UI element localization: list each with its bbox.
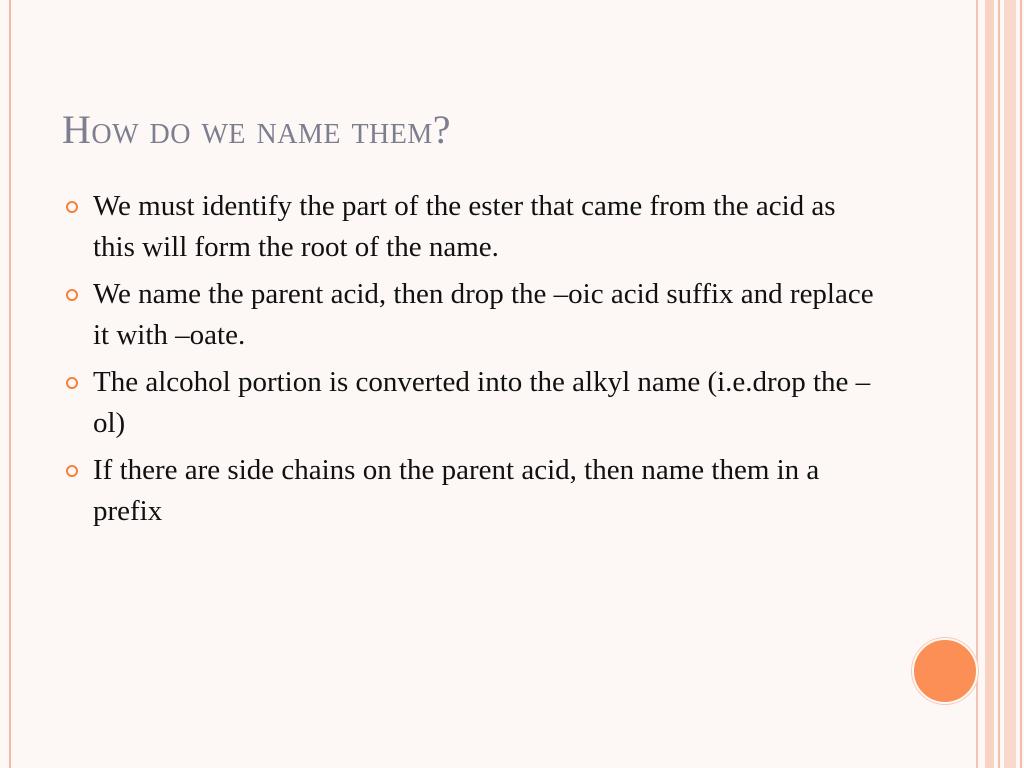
circle-bullet-icon [66,289,78,301]
circle-bullet-icon [66,201,78,213]
bullet-text: We must identify the part of the ester that came from the acid as this will form the root of the name. [93,190,836,263]
stripe [998,0,1000,768]
bullet-item [62,450,882,532]
bullet-item [62,274,882,356]
circle-bullet-icon [66,377,78,389]
bullet-text: We name the parent acid, then drop the –oic acid suffix and replace it with –oate. [93,278,874,351]
stripe [1004,0,1016,768]
stripe [1020,0,1022,768]
bullet-item [62,186,882,268]
bullet-item [62,362,882,444]
stripe [985,0,994,768]
bullet-text: The alcohol portion is converted into the alkyl name (i.e.drop the –ol) [93,366,871,439]
slide-title: How do we name them? [62,107,452,152]
decorative-circle [912,638,978,704]
stripe [976,0,978,768]
left-border-line [9,0,11,768]
bullet-text: If there are side chains on the parent acid, then name them in a prefix [93,454,820,527]
circle-bullet-icon [66,465,78,477]
bullet-list [62,186,882,538]
right-decorative-stripes [976,0,1024,768]
